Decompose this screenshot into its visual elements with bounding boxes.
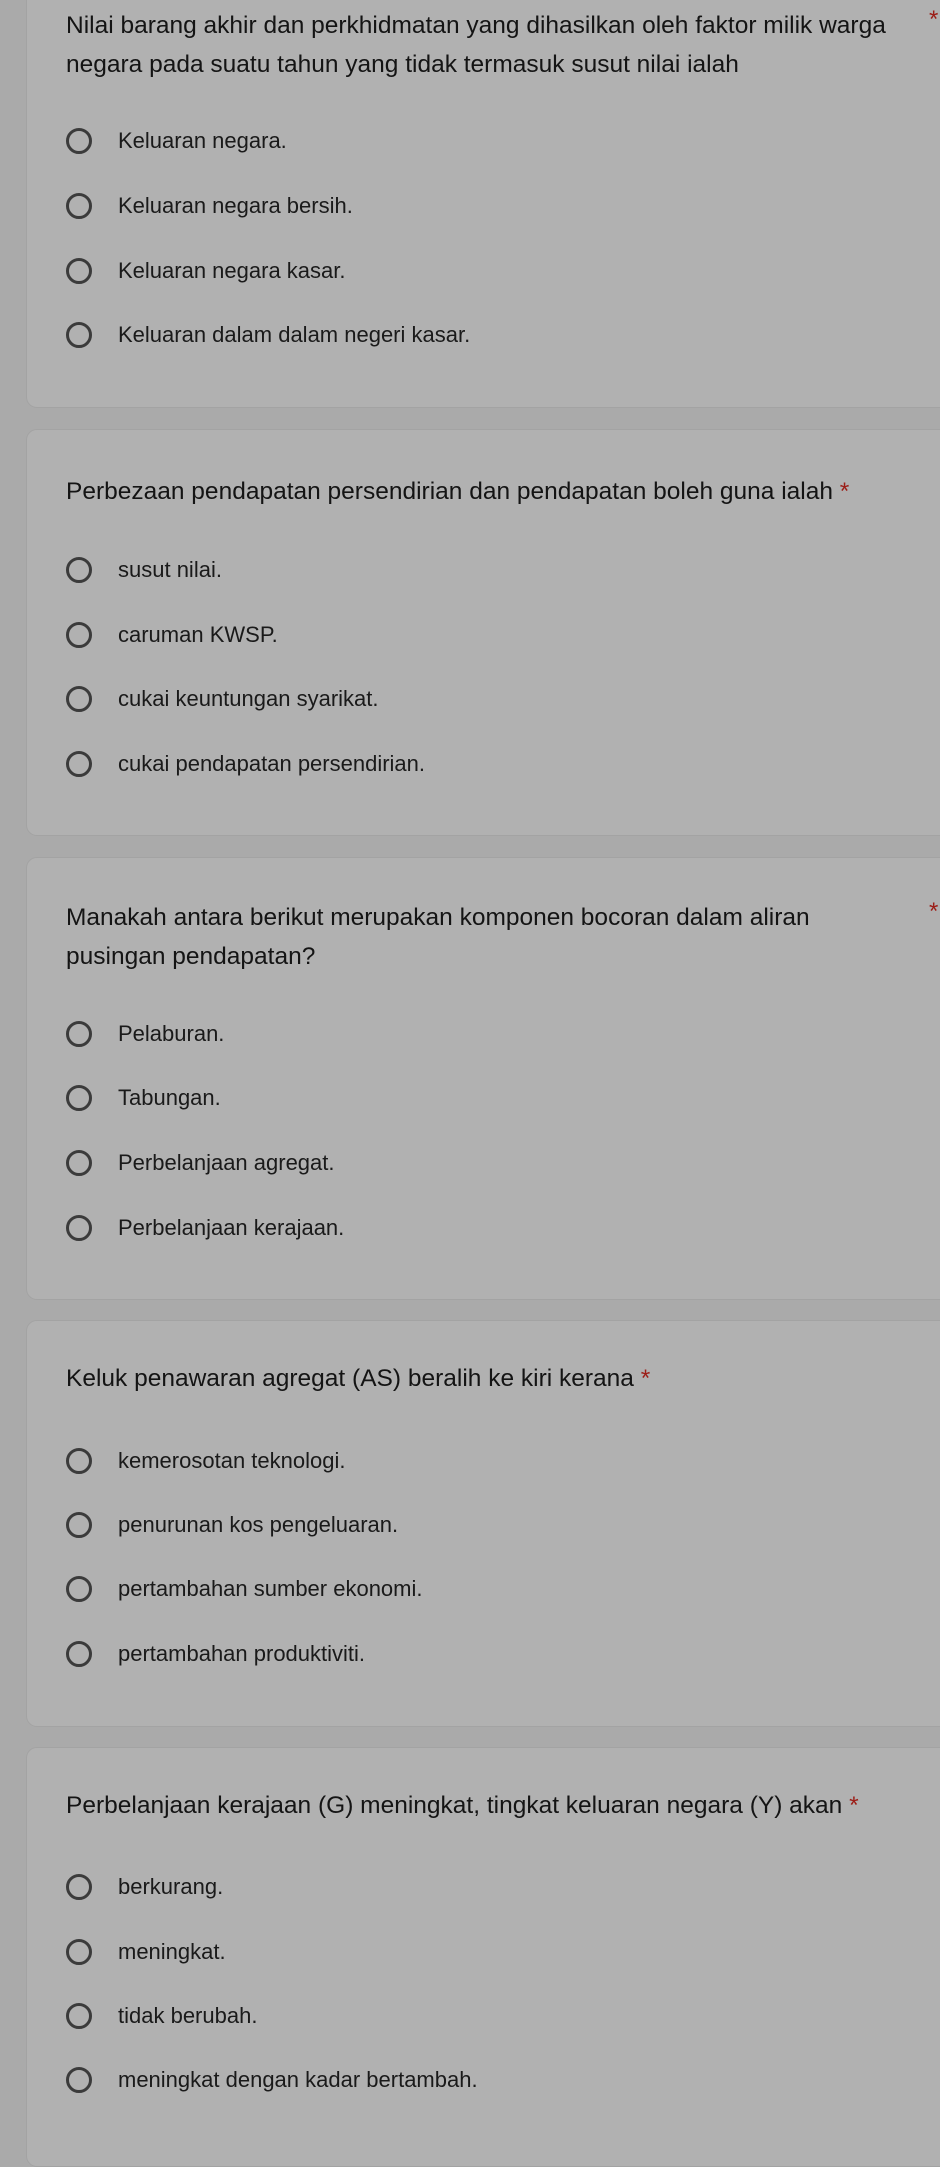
radio-circle-icon[interactable] (66, 2003, 92, 2029)
required-asterisk: * (640, 1365, 651, 1392)
question-card-1 (26, 0, 940, 408)
radio-circle-icon[interactable] (66, 622, 92, 648)
option-label: meningkat dengan kadar bertambah. (118, 2067, 478, 2092)
option-label: Tabungan. (118, 1085, 221, 1110)
question-card-4 (26, 1320, 940, 1727)
option-label: Keluaran negara kasar. (118, 258, 346, 283)
question-title: Perbelanjaan kerajaan (G) meningkat, tingkat keluaran negara (Y) akan * (66, 1792, 859, 1819)
option-label: Keluaran negara bersih. (118, 193, 353, 218)
question-title: Keluk penawaran agregat (AS) beralih ke kiri kerana * (66, 1365, 651, 1392)
option-label: cukai pendapatan persendirian. (118, 751, 426, 776)
required-asterisk: * (929, 898, 939, 925)
radio-circle-icon[interactable] (66, 1021, 92, 1047)
radio-circle-icon[interactable] (66, 1576, 92, 1602)
option-radio[interactable] (66, 744, 425, 784)
option-label: Keluaran dalam dalam negeri kasar. (118, 322, 471, 347)
radio-circle-icon[interactable] (66, 1939, 92, 1965)
option-label: pertambahan sumber ekonomi. (118, 1576, 423, 1601)
radio-circle-icon[interactable] (66, 193, 92, 219)
option-radio[interactable] (66, 679, 379, 719)
option-radio[interactable] (66, 1634, 365, 1674)
radio-circle-icon[interactable] (66, 557, 92, 583)
radio-circle-icon[interactable] (66, 751, 92, 777)
required-asterisk: * (839, 478, 850, 505)
option-radio[interactable] (66, 615, 278, 655)
radio-circle-icon[interactable] (66, 322, 92, 348)
option-label: Perbelanjaan agregat. (118, 1150, 335, 1175)
radio-circle-icon[interactable] (66, 1641, 92, 1667)
option-label: pertambahan produktiviti. (118, 1641, 366, 1666)
option-radio[interactable] (66, 1867, 223, 1907)
option-radio[interactable] (66, 315, 470, 355)
option-radio[interactable] (66, 251, 346, 291)
question-title: Perbezaan pendapatan persendirian dan pendapatan boleh guna ialah * (66, 478, 850, 505)
option-radio[interactable] (66, 1143, 335, 1183)
option-radio[interactable] (66, 121, 287, 161)
option-label: Perbelanjaan kerajaan. (118, 1215, 345, 1240)
radio-circle-icon[interactable] (66, 128, 92, 154)
option-radio[interactable] (66, 1569, 423, 1609)
radio-circle-icon[interactable] (66, 1448, 92, 1474)
option-label: Pelaburan. (118, 1021, 225, 1046)
option-label: tidak berubah. (118, 2003, 258, 2028)
option-label: cukai keuntungan syarikat. (118, 686, 379, 711)
option-label: kemerosotan teknologi. (118, 1448, 346, 1473)
option-radio[interactable] (66, 186, 353, 226)
option-radio[interactable] (66, 550, 222, 590)
option-radio[interactable] (66, 1014, 224, 1054)
question-card-2 (26, 429, 940, 836)
option-radio[interactable] (66, 1996, 257, 2036)
option-radio[interactable] (66, 1208, 344, 1248)
radio-circle-icon[interactable] (66, 1874, 92, 1900)
option-label: Keluaran negara. (118, 128, 287, 153)
radio-circle-icon[interactable] (66, 1215, 92, 1241)
option-radio[interactable] (66, 1932, 226, 1972)
radio-circle-icon[interactable] (66, 1150, 92, 1176)
radio-circle-icon[interactable] (66, 2067, 92, 2093)
option-label: caruman KWSP. (118, 622, 278, 647)
option-label: penurunan kos pengeluaran. (118, 1512, 399, 1537)
option-label: susut nilai. (118, 557, 222, 582)
radio-circle-icon[interactable] (66, 258, 92, 284)
option-radio[interactable] (66, 1505, 398, 1545)
required-asterisk: * (849, 1792, 859, 1819)
option-label: meningkat. (118, 1939, 226, 1964)
question-card-5 (26, 1747, 940, 2167)
option-radio[interactable] (66, 2060, 478, 2100)
question-card-3 (26, 857, 940, 1300)
radio-circle-icon[interactable] (66, 686, 92, 712)
question-title: Nilai barang akhir dan perkhidmatan yang dihasilkan oleh faktor milik warga negara pada suatu tahun yang tidak termasuk susut nilai ialah (66, 12, 886, 78)
radio-circle-icon[interactable] (66, 1085, 92, 1111)
option-radio[interactable] (66, 1078, 221, 1118)
option-radio[interactable] (66, 1441, 345, 1481)
option-label: berkurang. (118, 1874, 224, 1899)
required-asterisk: * (929, 6, 939, 33)
question-title: Manakah antara berikut merupakan komponen bocoran dalam aliran pusingan pendapatan? (66, 904, 810, 970)
radio-circle-icon[interactable] (66, 1512, 92, 1538)
